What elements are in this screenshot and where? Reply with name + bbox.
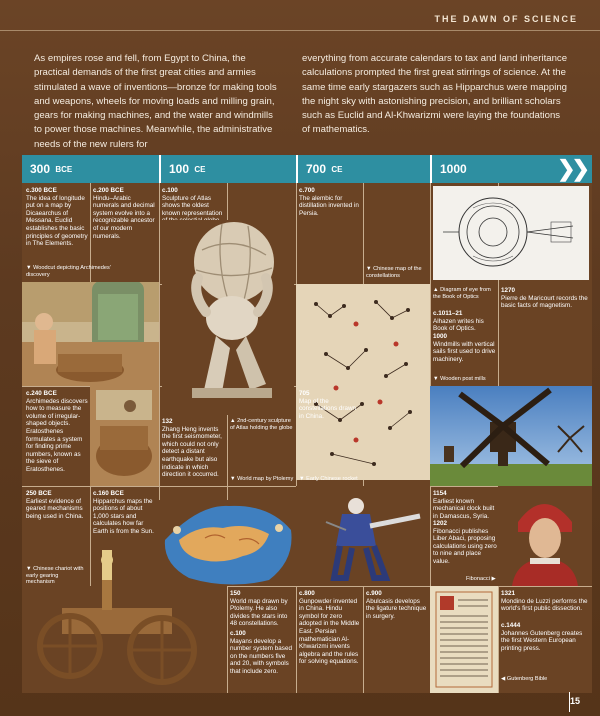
- entry-text: Mondino de Luzzi performs the world's first public dissection.: [501, 597, 588, 613]
- entry-705: [299, 390, 361, 420]
- era-700ce: [296, 155, 343, 183]
- entry-1202: [433, 520, 497, 566]
- entry-date: c.1011–21: [433, 310, 463, 317]
- entry-1321: [501, 590, 589, 613]
- entry-text: The alembic for distillation invented in Persia.: [299, 194, 359, 217]
- entry-text: The idea of longitude put on a map by Dicaearchus of Messana. Euclid establishes the basic principles of geometry in The Elements.: [26, 194, 88, 248]
- entry-date: c.240 BCE: [26, 390, 57, 397]
- entry-240bce: [26, 390, 90, 474]
- intro-right-column: everything from accurate calendars to tax and land inheritance calculations prompted the first great stirrings of science. At the same time early stargazers such as Hipparchus were mapping the night sky with astonishing precision, and brilliant scholars such as Euclid and Al-Khwarizmi were laying the foundations of mathematics.: [302, 53, 568, 136]
- entry-date: 1321: [501, 590, 516, 597]
- chinese-chariot-image: [22, 550, 227, 693]
- entry-text: Map of the constellations drawn in China.: [299, 397, 357, 420]
- entry-text: Earliest evidence of geared mechanisms being used in China.: [26, 497, 84, 520]
- entry-date: c.1444: [501, 622, 521, 629]
- era-100ce: [159, 155, 206, 183]
- fibonacci-portrait-image: [498, 486, 592, 586]
- section-header: THE DAWN OF SCIENCE: [434, 14, 578, 24]
- entry-160bce: [93, 490, 157, 536]
- entry-date: 705: [299, 390, 310, 397]
- entry-700: [299, 187, 361, 217]
- entry-text: Johannes Gutenberg creates the first Western European printing press.: [501, 629, 583, 652]
- entry-date: c.300 BCE: [26, 187, 57, 194]
- era-suffix: BCE: [55, 164, 73, 174]
- caption-post-mills: ▼ Wooden post mills: [433, 376, 486, 382]
- era-suffix: CE: [194, 164, 206, 174]
- chevron-right-icon: ❯❯: [557, 156, 586, 181]
- page-number: 15: [569, 696, 580, 706]
- entry-date: c.200 BCE: [93, 187, 124, 194]
- caption-gutenberg-bible: ◀ Gutenberg Bible: [501, 676, 548, 682]
- entry-100b: [230, 630, 294, 676]
- eye-diagram-image: [433, 186, 589, 280]
- entry-date: 1000: [433, 333, 448, 340]
- entry-date: 150: [230, 590, 241, 597]
- entry-date: c.900: [366, 590, 382, 597]
- entry-text: Pierre de Maricourt records the basic facts of magnetism.: [501, 294, 588, 310]
- entry-date: c.700: [299, 187, 315, 194]
- entry-text: Windmills with vertical sails first used to drive machinery.: [433, 340, 496, 363]
- woodcut-continued-image: [90, 386, 159, 486]
- caption-chariot: ▼ Chinese chariot with early gearing mechanism: [26, 566, 84, 586]
- entry-text: World map drawn by Ptolemy. He also divides the stars into 48 constellations.: [230, 597, 288, 628]
- caption-world-map: ▼ World map by Ptolemy: [230, 476, 294, 482]
- header-rule: [0, 30, 600, 31]
- era-300bce: [22, 155, 72, 183]
- entry-text: Earliest known mechanical clock built in Damascus, Syria.: [433, 497, 495, 520]
- entry-text: Sculpture of Atlas shows the oldest known representation: [162, 194, 223, 217]
- chinese-constellation-map-image: [296, 284, 430, 480]
- entry-1270: [501, 287, 589, 310]
- era-1000: [430, 155, 467, 183]
- entry-1444: [501, 622, 589, 652]
- era-number: 700: [306, 162, 327, 176]
- caption-fibonacci: Fibonacci ▶: [466, 576, 496, 582]
- chinese-rocket-image: [296, 486, 430, 586]
- entry-text: Archimedes discovers how to measure the volume of irregular-shaped objects. Eratosthenes formulates a system for finding prime numbers, known as the sieve of Eratosthenes.: [26, 397, 88, 473]
- woodcut-archimedes-image: [22, 282, 159, 386]
- entry-date: 1270: [501, 287, 516, 294]
- era-number: 100: [169, 162, 190, 176]
- entry-date: 250 BCE: [26, 490, 52, 497]
- entry-date: 1202: [433, 520, 448, 527]
- entry-text: Gunpowder invented in China. Hindu symbol for zero adopted in the Middle East. Persian mathematician Al-Khwarizmi invents algebra and the rules for solving equations.: [299, 597, 360, 666]
- gutenberg-bible-image: [430, 586, 498, 693]
- entry-200bce: [93, 187, 157, 240]
- entry-1000: [433, 333, 497, 363]
- caption-atlas: ▲ 2nd-century sculpture of Atlas holding the globe: [230, 418, 293, 431]
- entry-text: Alhazen writes his Book of Optics.: [433, 317, 484, 333]
- entry-date: c.160 BCE: [93, 490, 124, 497]
- era-suffix: CE: [331, 164, 343, 174]
- entry-1154: [433, 490, 497, 520]
- entry-text: Abulcasis develops the ligature technique in surgery.: [366, 597, 427, 620]
- entry-date: 1154: [433, 490, 447, 497]
- caption-woodcut: ▼ Woodcut depicting Archimedes' discovery: [26, 265, 111, 278]
- entry-900: [366, 590, 428, 620]
- caption-chinese-map: ▼ Chinese map of the constellations: [366, 266, 422, 279]
- entry-text: Mayans develop a number system based on the numbers five and 20, with symbols that include zero.: [230, 637, 292, 675]
- entry-date: 132: [162, 418, 173, 425]
- entry-132: [162, 418, 226, 479]
- era-number: 300: [30, 162, 51, 176]
- entry-text: Fibonacci publishes Liber Abaci, proposing calculations using zero to nine and place value.: [433, 527, 497, 565]
- windmill-image: [430, 386, 592, 486]
- entry-date: c.100: [230, 630, 246, 637]
- entry-date: c.800: [299, 590, 315, 597]
- entry-text: Zhang Heng invents the first seismometer, which could not only detect a distant earthquake but also indicate in which direction it occurred.: [162, 425, 222, 479]
- entry-text: Hindu–Arabic numerals and decimal system evolve into a recognizable ancestor of our modern numerals.: [93, 194, 155, 240]
- entry-text: Hipparchus maps the positions of about 1,000 stars and calculates how far Earth is from the Sun.: [93, 497, 154, 535]
- caption-eye-diagram: ▲ Diagram of eye from the Book of Optics: [433, 287, 491, 300]
- entry-1011: [433, 310, 497, 333]
- atlas-sculpture-image: [162, 220, 294, 415]
- era-number: 1000: [440, 162, 467, 176]
- entry-date: c.100: [162, 187, 178, 194]
- intro-left-column: As empires rose and fell, from Egypt to China, the practical demands of the first great cities and armies stimulated a wave of inventions—bronze for making tools and weapons, wheels for moving loads and milling grain, gears for making machines, and the water and windmills to power those machines. Meanwhile, the administrative needs of the new rulers for: [34, 53, 277, 150]
- entry-250bce: [26, 490, 90, 520]
- caption-rocket: ▼ Early Chinese rocket: [299, 476, 358, 482]
- entry-300bce: [26, 187, 88, 248]
- entry-800: [299, 590, 361, 666]
- entry-150: [230, 590, 294, 628]
